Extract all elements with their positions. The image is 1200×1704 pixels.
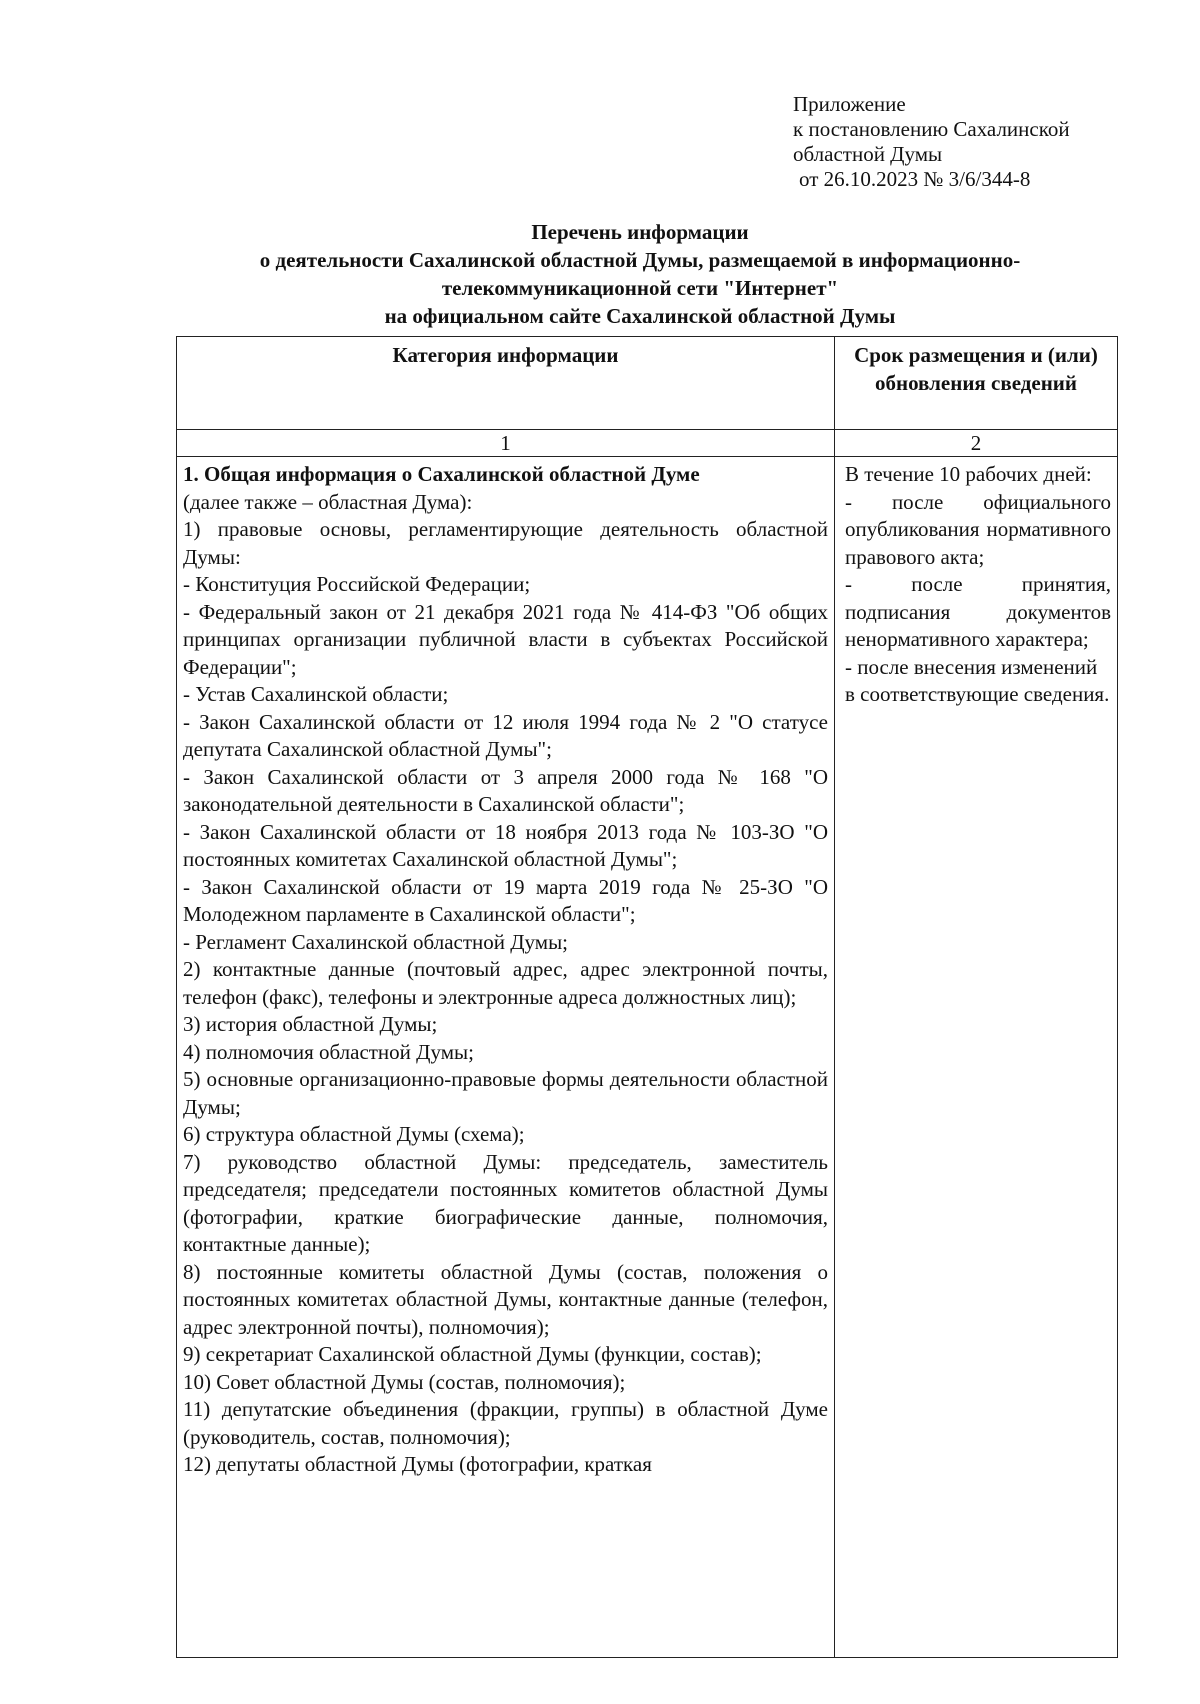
category-line: - Закон Сахалинской области от 3 апреля 2000 года № 168 "О законодательной деятельности в Сахалинской области";: [183, 764, 828, 816]
approval-line: Приложение: [793, 92, 906, 116]
approval-line: областной Думы: [793, 142, 943, 166]
category-line: 8) постоянные комитеты областной Думы (состав, положения о постоянных комитетах областной Думы, контактные данные (телефон, адрес электронной почты), полномочия);: [183, 1259, 828, 1339]
deadline-line: В течение 10 рабочих дней:: [845, 462, 1092, 486]
title-line: о деятельности Сахалинской областной Думы, размещаемой в информационно-: [259, 248, 1021, 272]
deadline-line: - после внесения изменений в соответствующие сведения.: [845, 654, 1110, 706]
table-row: [177, 457, 1118, 1658]
category-line: 12) депутаты областной Думы (фотографии, краткая: [183, 1452, 652, 1476]
category-line: 4) полномочия областной Думы;: [183, 1039, 474, 1064]
category-line: (далее также – областная Дума):: [183, 489, 473, 514]
category-line: - Регламент Сахалинской областной Думы;: [183, 929, 569, 954]
category-line: 10) Совет областной Думы (состав, полномочия);: [183, 1369, 626, 1394]
document-title: [160, 218, 1120, 330]
approval-date: от 26.10.2023 № 3/6/344-8: [799, 167, 1031, 191]
category-line: 9) секретариат Сахалинской областной Думы (функции, состав);: [183, 1342, 762, 1366]
category-line: - Устав Сахалинской области;: [183, 682, 449, 706]
category-line: - Закон Сахалинской области от 19 марта 2019 года № 25-ЗО "О Молодежном парламенте в Сахалинской области";: [183, 874, 828, 926]
deadline-line: - после принятия, подписания документов ненормативного характера;: [845, 572, 1111, 651]
deadline-line: - после официального опубликования нормативного правового акта;: [845, 489, 1111, 569]
column-number: 1: [177, 430, 835, 457]
category-line: 2) контактные данные (почтовый адрес, адрес электронной почты, телефон (факс), телефоны и электронные адреса должностных лиц);: [183, 957, 828, 1009]
column-header-deadline: Срок размещения и (или) обновления сведений: [835, 337, 1118, 430]
category-line: 5) основные организационно-правовые формы деятельности областной Думы;: [183, 1067, 828, 1119]
column-number-row: [177, 430, 1118, 457]
category-line: 3) история областной Думы;: [183, 1012, 438, 1036]
category-line: - Конституция Российской Федерации;: [183, 572, 531, 596]
category-line: 7) руководство областной Думы: председатель, заместитель председателя; председатели постоянных комитетов областной Думы (фотографии, краткие биографические данные, полномочия, контактные данные);: [183, 1149, 828, 1256]
category-line: - Закон Сахалинской области от 18 ноября 2013 года № 103-ЗО "О постоянных комитетах Сахалинской областной Думы";: [183, 819, 828, 871]
column-header-category: Категория информации: [177, 337, 835, 430]
category-line: 6) структура областной Думы (схема);: [183, 1122, 525, 1146]
column-number: 2: [835, 430, 1118, 457]
category-line: 11) депутатские объединения (фракции, группы) в областной Думе (руководитель, состав, полномочия);: [183, 1397, 828, 1449]
table-header-row: [177, 337, 1118, 430]
title-line: Перечень информации: [531, 220, 749, 244]
category-cell: [177, 457, 835, 1658]
deadline-cell: [835, 457, 1118, 1658]
title-line: на официальном сайте Сахалинской областной Думы: [384, 304, 896, 328]
category-line: - Федеральный закон от 21 декабря 2021 года № 414-ФЗ "Об общих принципах организации публичной власти в субъектах Российской Федерации";: [183, 599, 828, 679]
approval-line: к постановлению Сахалинской: [793, 117, 1070, 141]
approval-block: [793, 92, 1070, 192]
category-line: - Закон Сахалинской области от 12 июля 1994 года № 2 "О статусе депутата Сахалинской областной Думы";: [183, 709, 828, 761]
title-line: телекоммуникационной сети "Интернет": [441, 276, 839, 300]
information-table: [176, 336, 1118, 1658]
category-line: 1) правовые основы, регламентирующие деятельность областной Думы:: [183, 517, 828, 569]
category-title: 1. Общая информация о Сахалинской областной Думе: [183, 462, 700, 486]
